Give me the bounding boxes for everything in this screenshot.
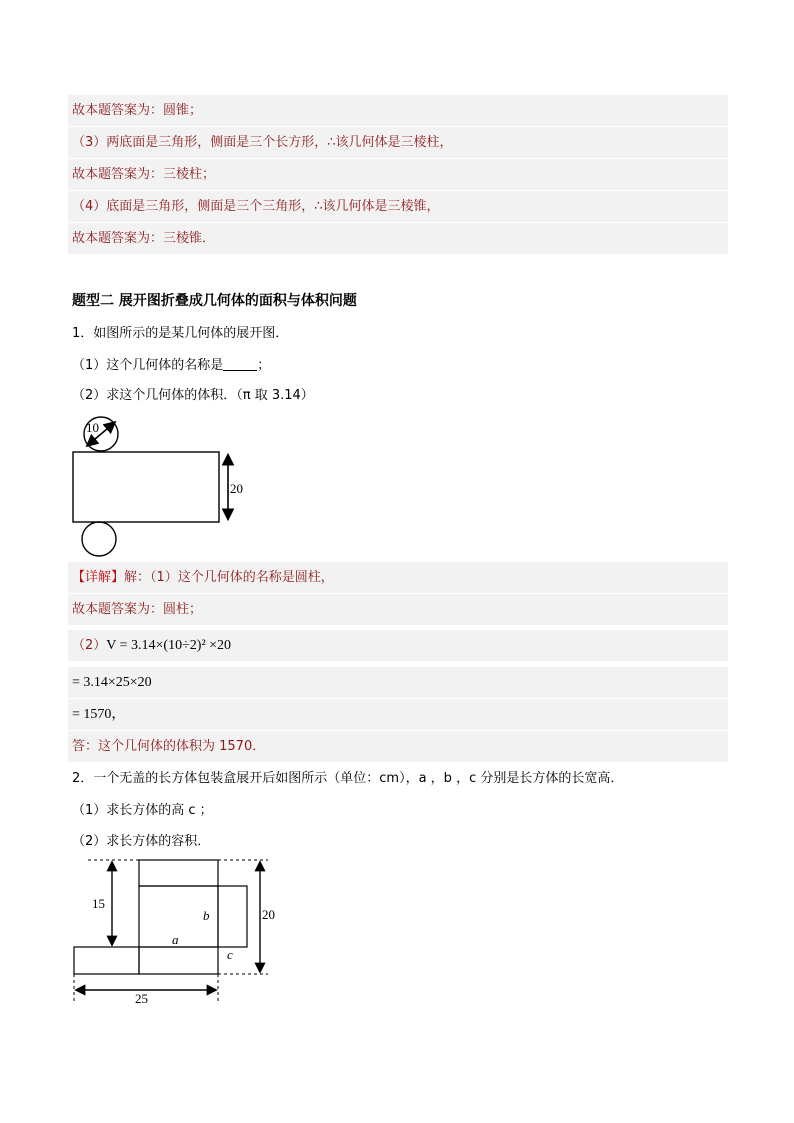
part-1-text: （1）这个几何体的名称是 (72, 358, 224, 373)
dim-15-label: 15 (92, 896, 105, 911)
solution-line: = 1570， (68, 699, 728, 730)
net-front-face (139, 947, 218, 974)
question-2-part-2: （2）求长方体的容积． (72, 834, 211, 849)
answer-line: 故本题答案为：三棱锥． (68, 223, 728, 254)
dim-25-label: 25 (135, 991, 148, 1005)
part-1-suffix: ； (257, 358, 271, 373)
solution-text: 解：（1）这个几何体的名称是圆柱， (124, 570, 334, 585)
question-1-stem: 1．如图所示的是某几何体的展开图． (72, 326, 289, 341)
volume-formula: V = 3.14×(10÷2)² ×20 (106, 638, 232, 653)
solution-prefix: （2） (72, 638, 107, 653)
height-label: 20 (230, 481, 243, 496)
answer-blank (223, 357, 257, 371)
solution-answer: 答：这个几何体的体积为 1570． (68, 731, 728, 762)
question-2-stem: 2．一个无盖的长方体包装盒展开后如图所示（单位：cm），a ，b ，c 分别是长方体的长宽高． (72, 771, 624, 786)
box-net-figure (68, 855, 288, 1005)
label-a: a (172, 932, 179, 947)
solution-line: 故本题答案为：圆柱； (68, 594, 728, 625)
answer-line: 故本题答案为：圆锥； (68, 95, 728, 126)
net-left-face (74, 947, 139, 974)
label-c: c (227, 947, 233, 962)
net-top-face (139, 860, 218, 886)
question-2-part-1: （1）求长方体的高 c ； (72, 803, 213, 818)
question-1-part-2: （2）求这个几何体的体积．（π 取 3.14） (72, 388, 314, 403)
net-right-face (218, 886, 247, 947)
label-b: b (203, 908, 210, 923)
answer-line: （3）两底面是三角形，侧面是三个长方形，∴该几何体是三棱柱， (68, 127, 728, 158)
detail-tag: 【详解】 (72, 570, 125, 585)
solution-line (68, 562, 728, 593)
dim-20-label: 20 (262, 907, 275, 922)
solution-line (68, 630, 728, 661)
section-title: 题型二 展开图折叠成几何体的面积与体积问题 (72, 293, 357, 309)
bottom-circle (82, 522, 116, 556)
solution-line: = 3.14×25×20 (68, 667, 728, 698)
answer-line: （4）底面是三角形，侧面是三个三角形，∴该几何体是三棱锥， (68, 191, 728, 222)
cylinder-net-figure (68, 412, 258, 562)
answer-line: 故本题答案为：三棱柱； (68, 159, 728, 190)
lateral-rectangle (73, 452, 219, 522)
question-1-part-1 (72, 350, 728, 381)
diameter-label: 10 (86, 420, 99, 435)
